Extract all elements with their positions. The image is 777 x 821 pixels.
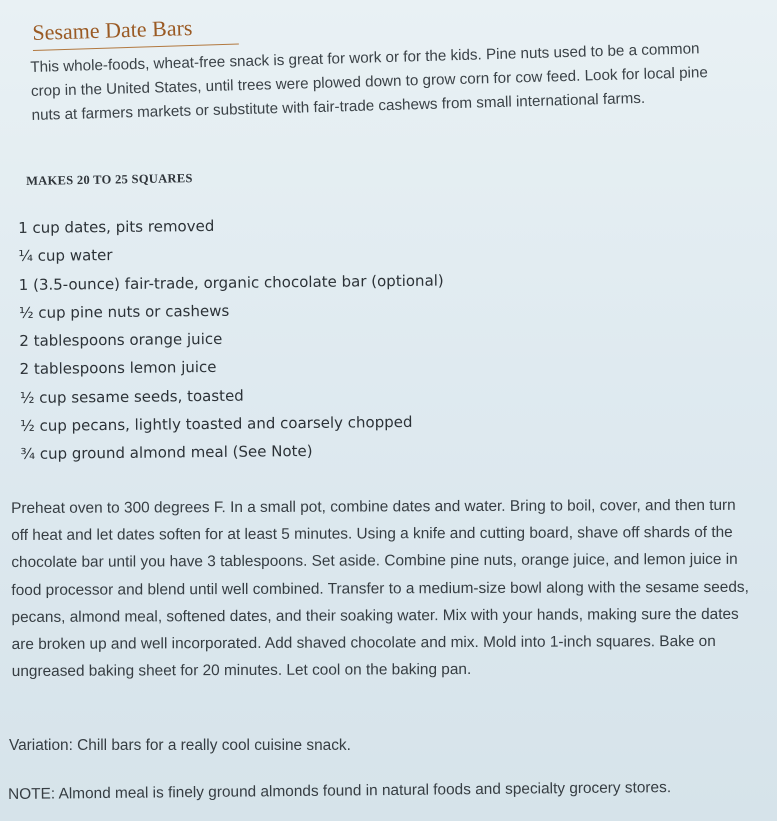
recipe-note: NOTE: Almond meal is finely ground almonds found in natural foods and specialty grocery stores. bbox=[8, 779, 672, 803]
recipe-yield: MAKES 20 TO 25 SQUARES bbox=[26, 171, 193, 188]
recipe-title: Sesame Date Bars bbox=[32, 14, 239, 51]
recipe-instructions: Preheat oven to 300 degrees F. In a small pot, combine dates and water. Bring to boil, cover, and then turn off heat and let dates soften for at least 5 minutes. Using a knife and cutting board, shave off shards of the chocolate bar until you have 3 tablespoons. Set aside. Combine pine nuts, orange juice, and lemon juice in food processor and blend until well combined. Transfer to a medium-size bowl along with the sesame seeds, pecans, almond meal, softened dates, and their soaking water. Mix with your hands, making sure the dates are broken up and well incorporated. Add shaved chocolate and mix. Mold into 1-inch squares. Bake on ungreased baking sheet for 20 minutes. Let cool on the baking pan. bbox=[11, 496, 749, 681]
ingredient-item: 1 cup dates, pits removed bbox=[18, 216, 215, 237]
ingredient-item: ½ cup pine nuts or cashews bbox=[18, 301, 230, 322]
recipe-variation: Variation: Chill bars for a really cool cuisine snack. bbox=[9, 737, 351, 754]
ingredient-item: ¼ cup water bbox=[18, 246, 113, 266]
ingredient-item: ½ cup pecans, lightly toasted and coarsely chopped bbox=[20, 412, 413, 436]
ingredient-item: 2 tablespoons lemon juice bbox=[19, 358, 217, 379]
ingredient-item: ¾ cup ground almond meal (See Note) bbox=[20, 442, 313, 464]
ingredient-item: ½ cup sesame seeds, toasted bbox=[19, 386, 244, 407]
ingredient-item: 1 (3.5-ounce) fair-trade, organic chocolate bar (optional) bbox=[18, 271, 444, 294]
ingredient-list bbox=[18, 210, 446, 469]
ingredient-item: 2 tablespoons orange juice bbox=[19, 330, 223, 351]
recipe-intro: This whole-foods, wheat-free snack is great for work or for the kids. Pine nuts used to be a common crop in the United States, until trees were plowed down to grow corn for cow feed. Look for local pine nuts at farmers markets or substitute with fair-trade cashews from small international farms. bbox=[30, 40, 709, 124]
